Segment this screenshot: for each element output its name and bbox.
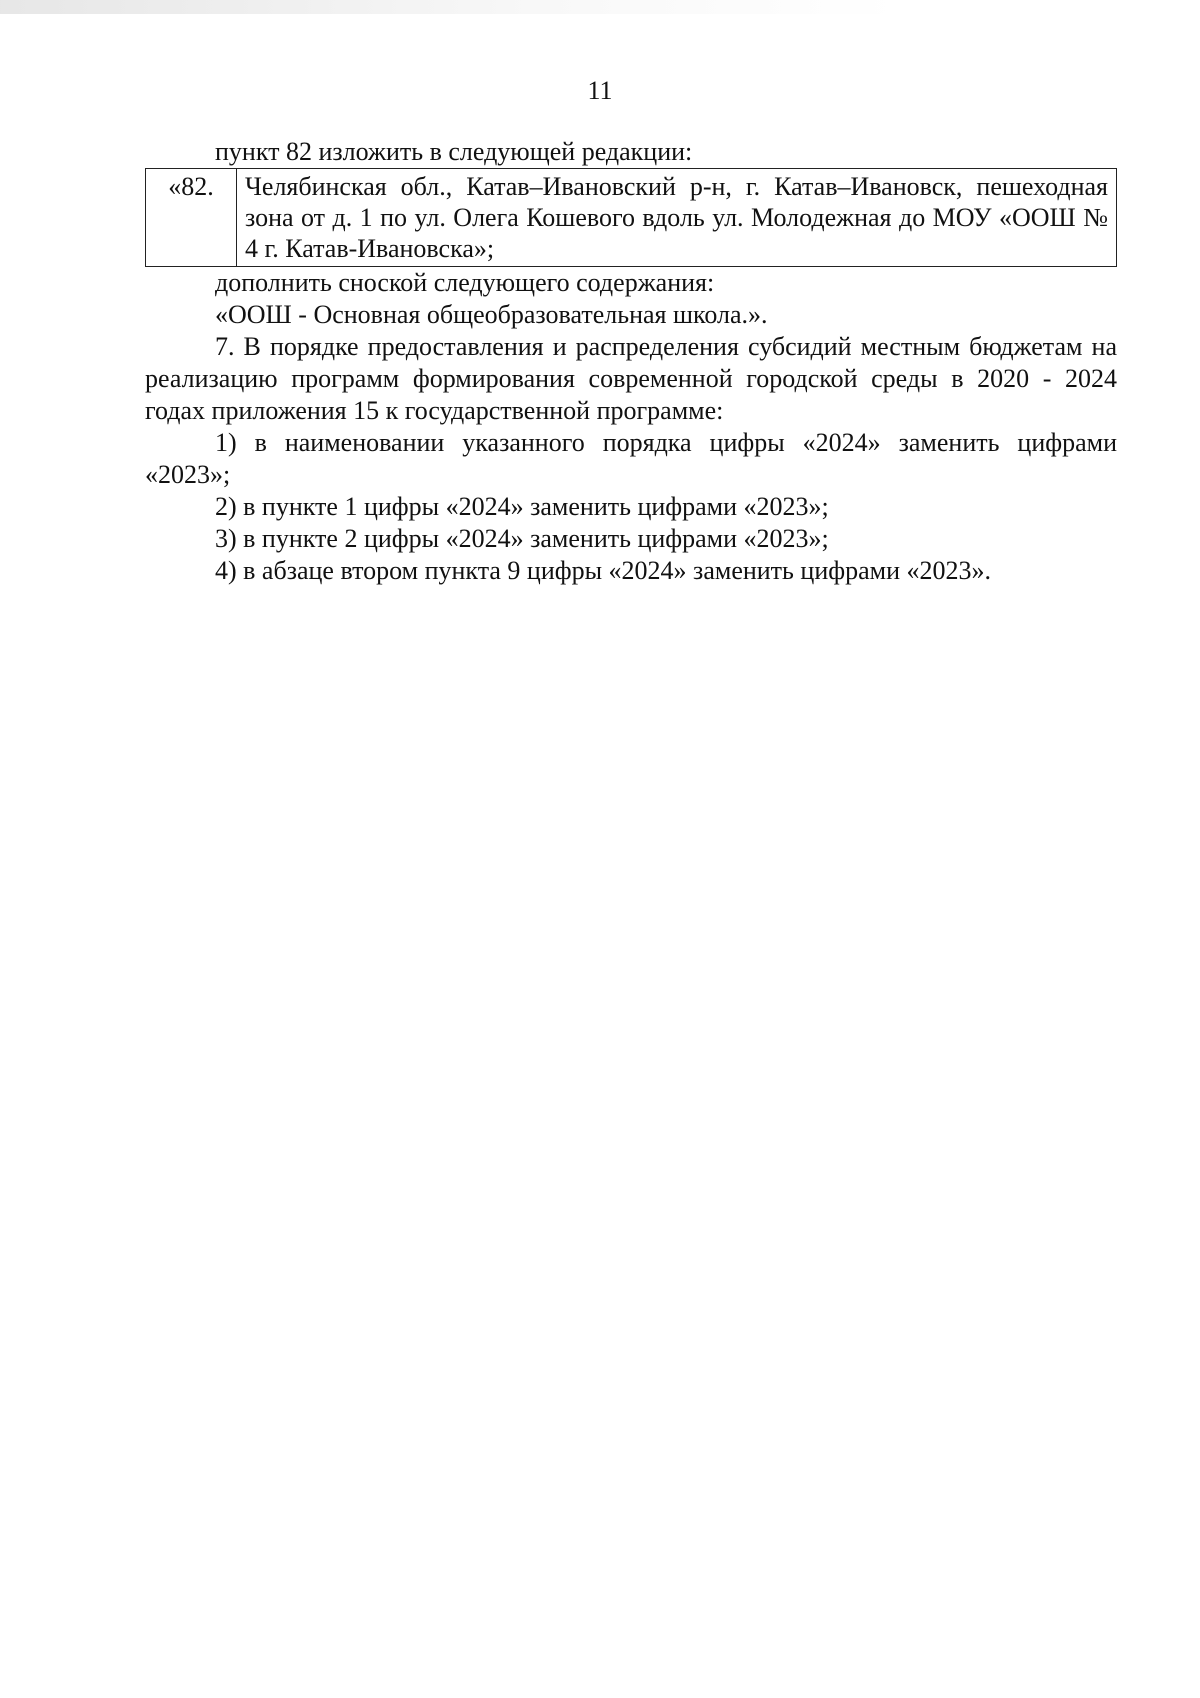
page-number: 11 <box>587 76 613 105</box>
intro-line: пункт 82 изложить в следующей редакции: <box>215 137 693 166</box>
scan-edge-artifact <box>0 0 900 14</box>
item-number-cell: «82. <box>146 169 237 267</box>
list-item-4: 4) в абзаце втором пункта 9 цифры «2024» заменить цифрами «2023». <box>215 556 991 585</box>
item-text-cell: Челябинская обл., Катав–Ивановский р-н, г. Катав–Ивановск, пешеходная зона от д. 1 по ул. Олега Кошевого вдоль ул. Молодежная до МОУ «ООШ № 4 г. Катав-Ивановска»; <box>237 169 1117 267</box>
table-row <box>146 169 1117 267</box>
document-body <box>145 136 1117 587</box>
list-item-2: 2) в пункте 1 цифры «2024» заменить цифрами «2023»; <box>215 492 829 521</box>
footnote-text: «ООШ - Основная общеобразовательная школа.». <box>215 300 768 329</box>
footnote-instruction: дополнить сноской следующего содержания: <box>215 268 715 297</box>
amendment-table <box>145 168 1117 267</box>
list-item-3: 3) в пункте 2 цифры «2024» заменить цифрами «2023»; <box>215 524 829 553</box>
list-item-1: 1) в наименовании указанного порядка цифры «2024» заменить цифрами «2023»; <box>145 428 1117 489</box>
section-7-paragraph: 7. В порядке предоставления и распределения субсидий местным бюджетам на реализацию программ формирования современной городской среды в 2020 - 2024 годах приложения 15 к государственной программе: <box>145 332 1117 425</box>
